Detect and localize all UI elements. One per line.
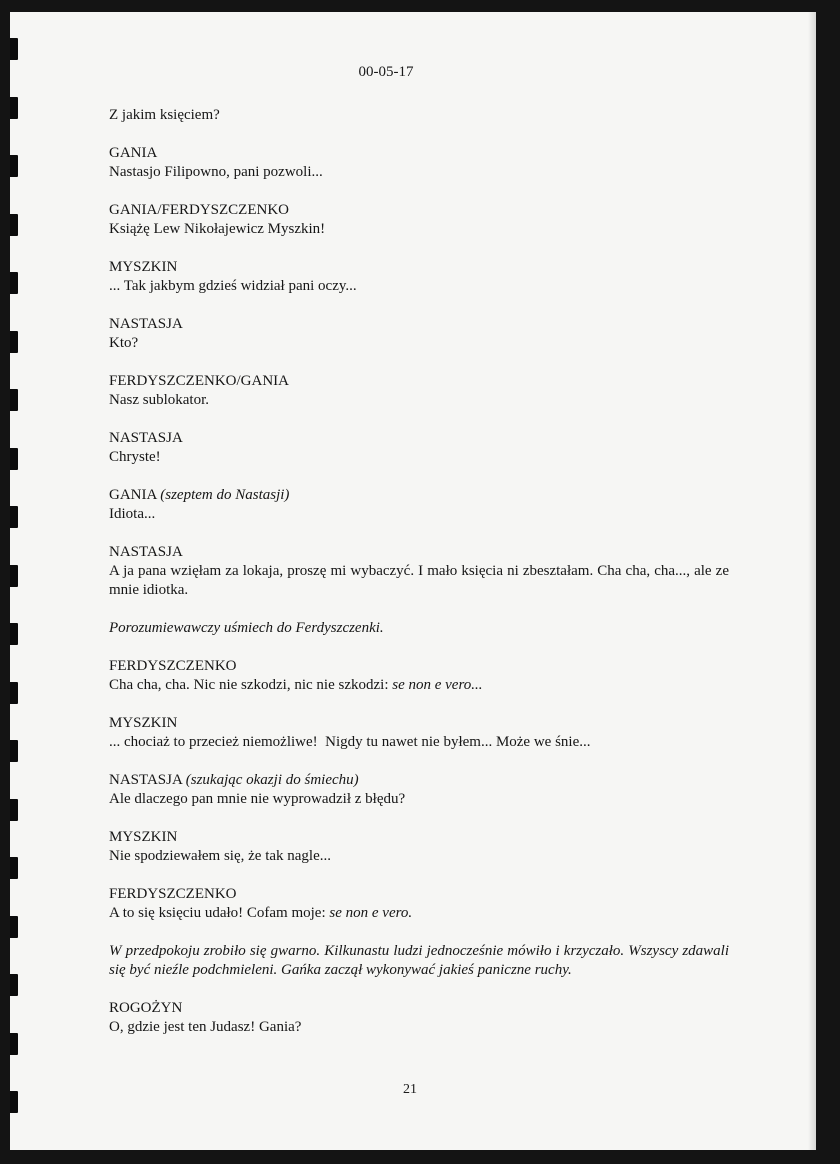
binding-hole <box>10 97 18 119</box>
binding-hole <box>10 506 18 528</box>
speaker-name: GANIA/FERDYSZCZENKO <box>109 202 289 218</box>
binding-hole <box>10 623 18 645</box>
stage-direction: W przedpokoju zrobiło się gwarno. Kilkunastu ludzi jednocześnie mówiło i krzyczało. Wszyscy zdawali się być nieźle podchmieleni. Gańka zaczął wykonywać jakieś paniczne ruchy. <box>109 943 729 978</box>
dialogue-block <box>109 714 729 752</box>
dialogue-block <box>109 372 729 410</box>
binding-holes <box>10 12 22 1150</box>
stage-direction-block <box>109 942 729 980</box>
dialogue-line: Nie spodziewałem się, że tak nagle... <box>109 848 331 864</box>
speaker-name: MYSZKIN <box>109 259 178 275</box>
speaker-with-note <box>109 771 729 790</box>
script-page <box>10 12 816 1150</box>
script-body <box>109 106 729 1056</box>
binding-hole <box>10 214 18 236</box>
speaker-name: GANIA <box>109 487 157 503</box>
speaker-name: NASTASJA <box>109 544 183 560</box>
binding-hole <box>10 1033 18 1055</box>
binding-hole <box>10 974 18 996</box>
binding-hole <box>10 272 18 294</box>
dialogue-line: Z jakim księciem? <box>109 107 220 123</box>
page-header: 00-05-17 <box>358 64 414 80</box>
dialogue-block <box>109 771 729 809</box>
binding-hole <box>10 565 18 587</box>
binding-hole <box>10 740 18 762</box>
speaker-name: NASTASJA <box>109 316 183 332</box>
dialogue-line: O, gdzie jest ten Judasz! Gania? <box>109 1019 302 1035</box>
stage-direction: Porozumiewawczy uśmiech do Ferdyszczenki. <box>109 620 384 636</box>
dialogue-block <box>109 429 729 467</box>
dialogue-line <box>109 676 729 695</box>
dialogue-block <box>109 144 729 182</box>
dialogue-line: Nasz sublokator. <box>109 392 209 408</box>
speaker-with-note <box>109 486 729 505</box>
binding-hole <box>10 857 18 879</box>
dialogue-text: Cha cha, cha. Nic nie szkodzi, nic nie szkodzi: <box>109 677 389 693</box>
binding-hole <box>10 682 18 704</box>
dialogue-line: Nastasjo Filipowno, pani pozwoli... <box>109 164 323 180</box>
dialogue-block <box>109 657 729 695</box>
speaker-name: GANIA <box>109 145 158 161</box>
dialogue-line: Kto? <box>109 335 139 351</box>
dialogue-block <box>109 315 729 353</box>
dialogue-block <box>109 258 729 296</box>
dialogue-block <box>109 201 729 239</box>
binding-hole <box>10 38 18 60</box>
binding-hole <box>10 389 18 411</box>
dialogue-line: A ja pana wzięłam za lokaja, proszę mi wybaczyć. I mało księcia ni zbeształam. Cha cha, cha..., ale ze mnie idiotka. <box>109 563 729 598</box>
speaker-name: ROGOŻYN <box>109 1000 183 1016</box>
latin-phrase: se non e vero. <box>329 905 413 921</box>
page-number: 21 <box>403 1082 417 1097</box>
dialogue-line: ... Tak jakbym gdzieś widział pani oczy... <box>109 278 357 294</box>
dialogue-block <box>109 828 729 866</box>
binding-hole <box>10 331 18 353</box>
dialogue-block <box>109 999 729 1037</box>
dialogue-block <box>109 106 729 125</box>
binding-hole <box>10 448 18 470</box>
stage-direction-block <box>109 619 729 638</box>
speaker-name: FERDYSZCZENKO <box>109 658 237 674</box>
latin-phrase: se non e vero... <box>392 677 483 693</box>
dialogue-block <box>109 543 729 600</box>
dialogue-text: A to się księciu udało! Cofam moje: <box>109 905 326 921</box>
dialogue-line: Idiota... <box>109 506 156 522</box>
dialogue-block <box>109 885 729 923</box>
stage-note: (szukając okazji do śmiechu) <box>185 772 359 788</box>
speaker-name: NASTASJA <box>109 430 183 446</box>
binding-hole <box>10 916 18 938</box>
binding-hole <box>10 155 18 177</box>
dialogue-line: Chryste! <box>109 449 161 465</box>
dialogue-line: ... chociaż to przecież niemożliwe! Nigdy tu nawet nie byłem... Może we śnie... <box>109 734 591 750</box>
speaker-name: FERDYSZCZENKO <box>109 886 237 902</box>
speaker-name: MYSZKIN <box>109 715 178 731</box>
speaker-name: NASTASJA <box>109 772 182 788</box>
dialogue-block <box>109 486 729 524</box>
dialogue-line <box>109 904 729 923</box>
dialogue-line: Książę Lew Nikołajewicz Myszkin! <box>109 221 326 237</box>
dialogue-line: Ale dlaczego pan mnie nie wyprowadził z błędu? <box>109 791 406 807</box>
speaker-name: FERDYSZCZENKO/GANIA <box>109 373 289 389</box>
stage-note: (szeptem do Nastasji) <box>160 487 290 503</box>
binding-hole <box>10 799 18 821</box>
page-edge-shadow <box>808 12 816 1150</box>
speaker-name: MYSZKIN <box>109 829 178 845</box>
